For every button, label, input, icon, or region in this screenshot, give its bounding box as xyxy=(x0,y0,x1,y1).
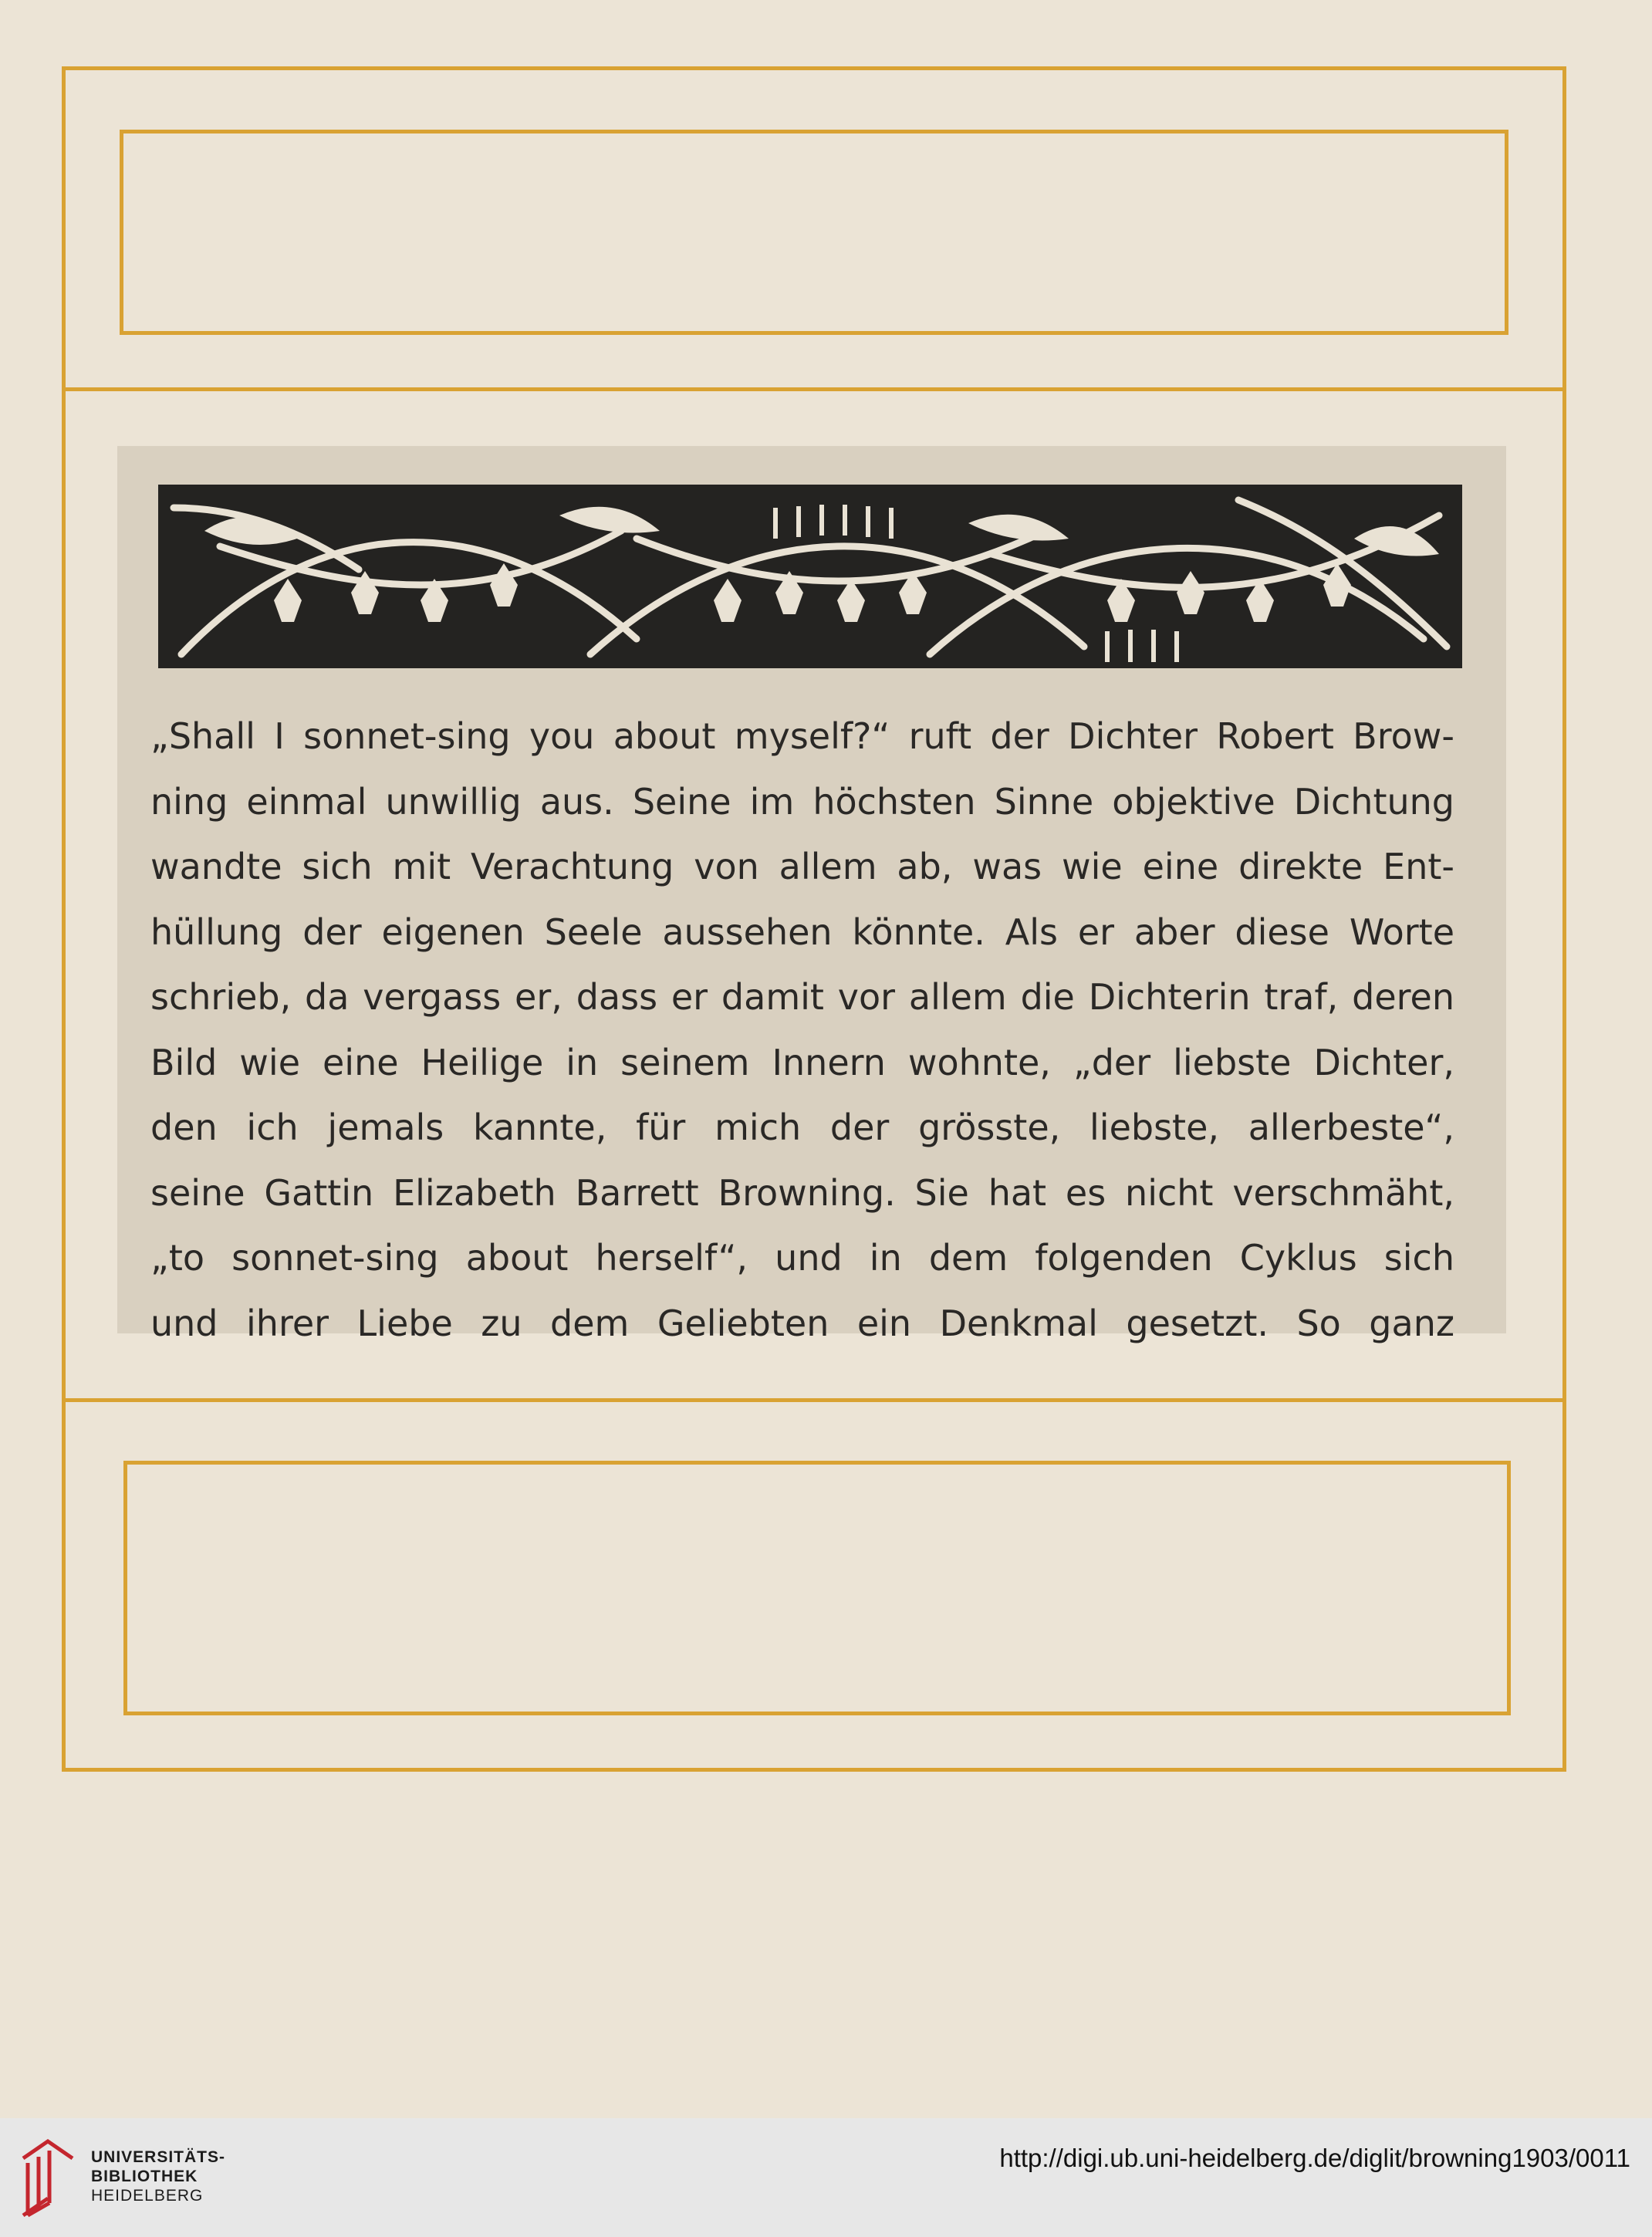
paragraph-line: wandte sich mit Verachtung von allem ab, was wie eine direkte Ent- xyxy=(150,846,1454,887)
paragraph-line: „to sonnet-sing about herself“, und in dem folgenden Cyklus sich xyxy=(150,1237,1454,1279)
paragraph-line: „Shall I sonnet-sing you about myself?“ ruft der Dichter Robert Brow- xyxy=(150,715,1454,757)
library-name-line: BIBLIOTHEK xyxy=(91,2168,198,2185)
ornament-vine-icon xyxy=(158,485,1462,668)
bottom-divider-rule xyxy=(62,1398,1566,1402)
paragraph-line: den ich jemals kannte, für mich der grösste, liebste, allerbeste“, xyxy=(150,1107,1454,1148)
top-empty-box xyxy=(120,130,1508,335)
library-name-line: HEIDELBERG xyxy=(91,2187,204,2205)
paragraph-line: seine Gattin Elizabeth Barrett Browning. Sie hat es nicht verschmäht, xyxy=(150,1171,1454,1214)
paragraph-line: und ihrer Liebe zu dem Geliebten ein Denkmal gesetzt. So ganz xyxy=(150,1302,1454,1344)
bottom-empty-box xyxy=(123,1461,1511,1715)
library-name[interactable] xyxy=(91,2147,225,2205)
ub-heidelberg-logo-icon[interactable] xyxy=(17,2135,82,2222)
paragraph-line: ning einmal unwillig aus. Seine im höchsten Sinne objektive Dichtung xyxy=(150,780,1454,823)
decorative-ornament-band xyxy=(158,485,1462,668)
library-name-line: UNIVERSITÄTS- xyxy=(91,2148,226,2166)
permalink-url[interactable]: http://digi.ub.uni-heidelberg.de/diglit/browning1903/0011 xyxy=(999,2144,1630,2172)
paragraph-line: hüllung der eigenen Seele aussehen könnte. Als er aber diese Worte xyxy=(150,911,1454,953)
paragraph-line: Bild wie eine Heilige in seinem Innern wohnte, „der liebste Dichter, xyxy=(150,1041,1454,1083)
viewer-footer-bar xyxy=(0,2118,1652,2237)
paragraph-line: schrieb, da vergass er, dass er damit vor allem die Dichterin traf, deren xyxy=(150,976,1454,1018)
body-paragraph xyxy=(150,704,1454,1356)
top-divider-rule xyxy=(62,387,1566,391)
